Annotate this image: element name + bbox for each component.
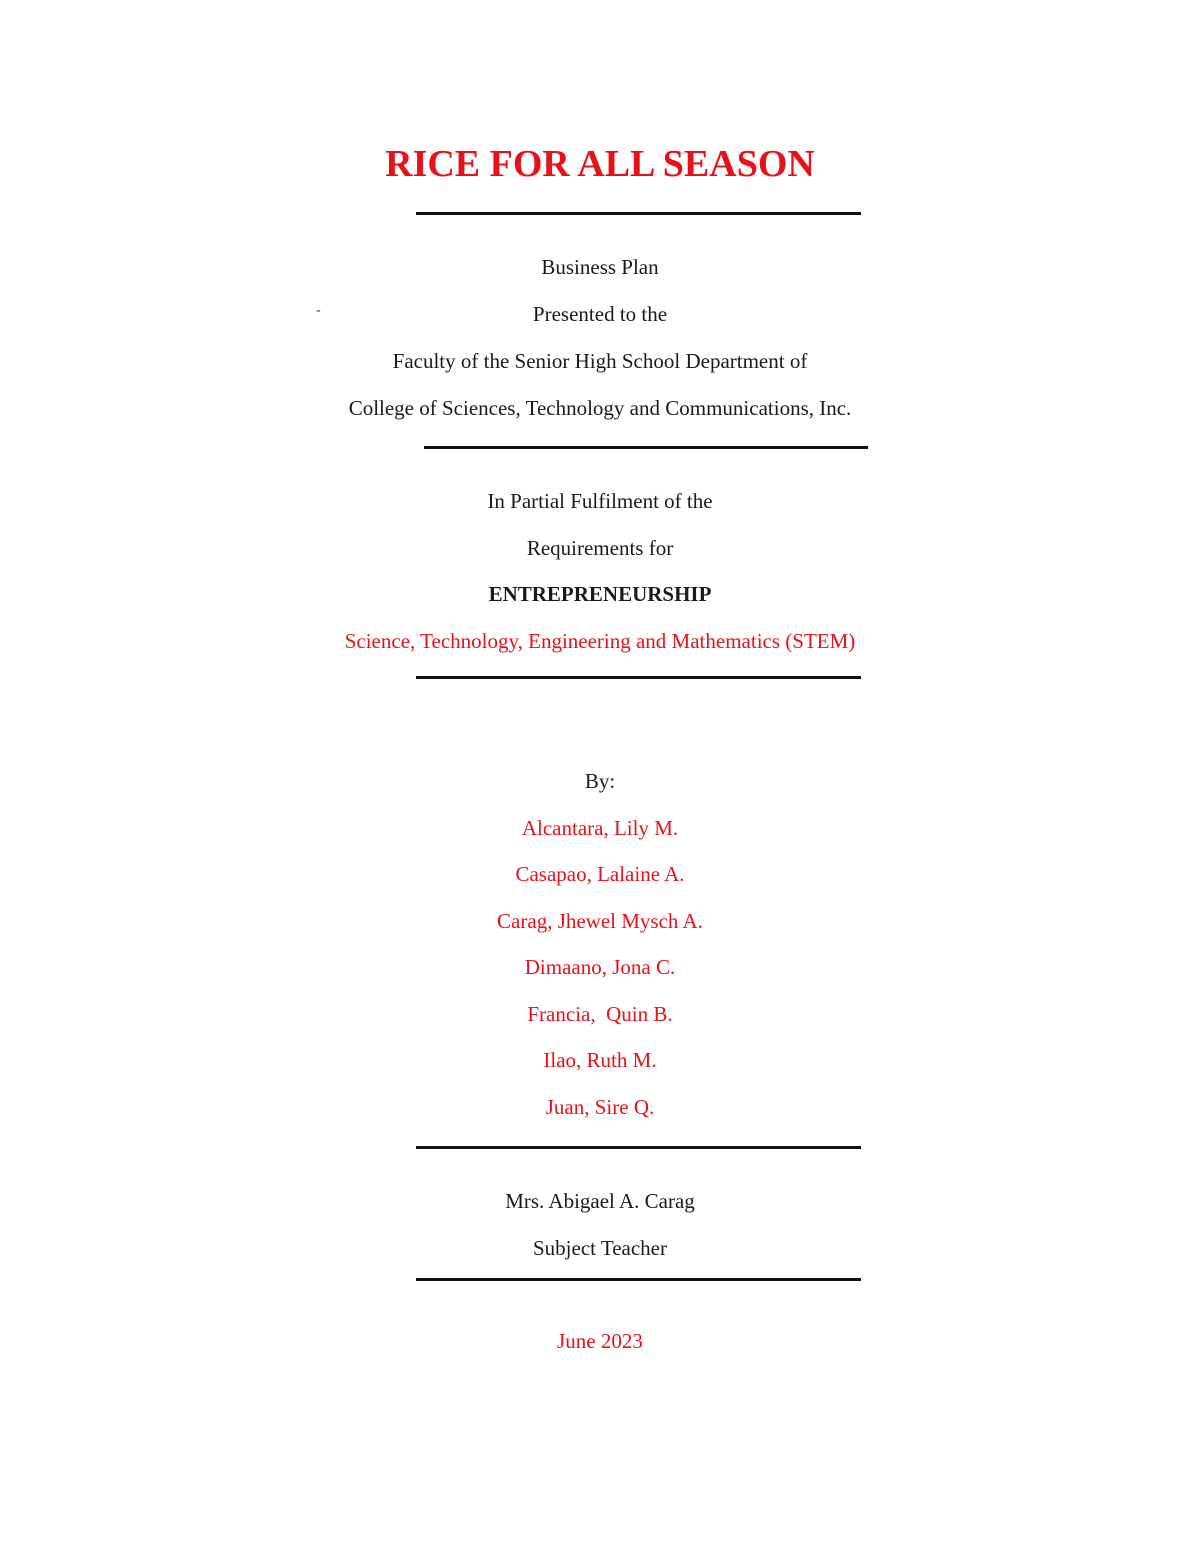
strand-name: Science, Technology, Engineering and Mathematics (STEM) bbox=[344, 629, 856, 653]
fulfilment-line-1: In Partial Fulfilment of the bbox=[487, 489, 713, 513]
author-name: Juan, Sire Q. bbox=[545, 1095, 655, 1119]
author-name: Francia, Quin B. bbox=[527, 1002, 673, 1026]
document-date: June 2023 bbox=[557, 1329, 643, 1353]
divider-rule bbox=[416, 1146, 861, 1149]
fulfilment-line-2: Requirements for bbox=[526, 536, 674, 560]
teacher-name: Mrs. Abigael A. Carag bbox=[505, 1189, 695, 1213]
presentation-line-3: Faculty of the Senior High School Department of bbox=[392, 349, 808, 373]
teacher-role: Subject Teacher bbox=[533, 1236, 667, 1260]
divider-rule bbox=[416, 1278, 861, 1281]
author-name: Carag, Jhewel Mysch A. bbox=[497, 909, 703, 933]
author-name: Dimaano, Jona C. bbox=[524, 955, 676, 979]
divider-rule bbox=[416, 676, 861, 679]
stray-mark: - bbox=[316, 303, 321, 318]
author-name: Alcantara, Lily M. bbox=[521, 816, 679, 840]
presentation-line-1: Business Plan bbox=[541, 255, 659, 279]
divider-rule bbox=[424, 446, 868, 449]
presentation-line-2: Presented to the bbox=[532, 302, 668, 326]
document-title: RICE FOR ALL SEASON bbox=[385, 143, 815, 185]
presentation-line-4: College of Sciences, Technology and Communications, Inc. bbox=[348, 396, 852, 420]
author-name: Ilao, Ruth M. bbox=[543, 1048, 657, 1072]
divider-rule bbox=[416, 212, 861, 215]
author-name: Casapao, Lalaine A. bbox=[515, 862, 685, 886]
by-label: By: bbox=[584, 769, 616, 793]
subject-name: ENTREPRENEURSHIP bbox=[488, 582, 712, 606]
